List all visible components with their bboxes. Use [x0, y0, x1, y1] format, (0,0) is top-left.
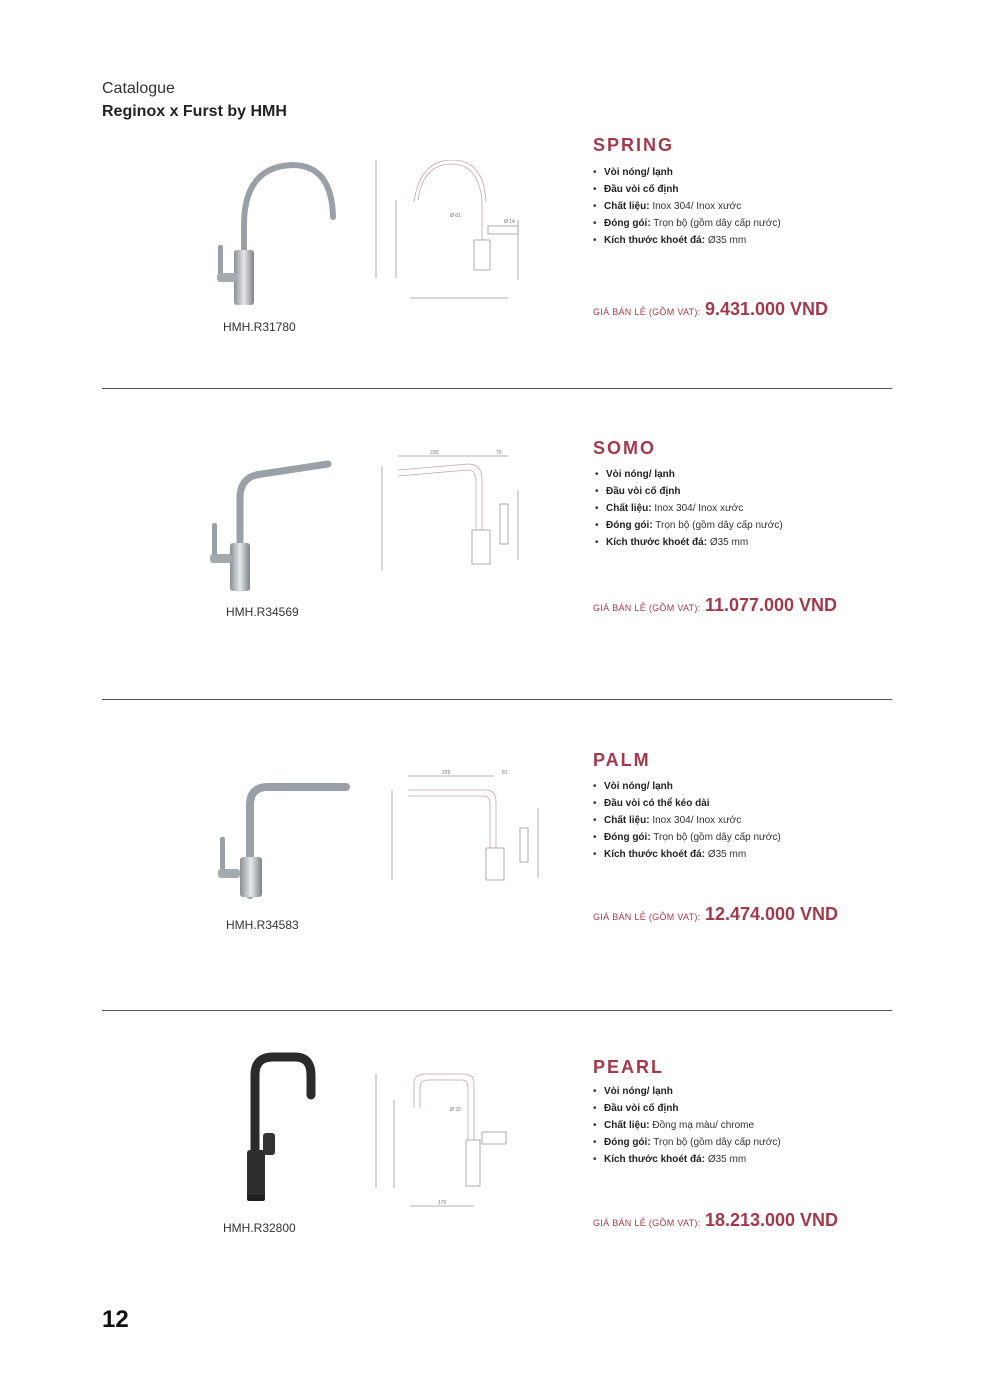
- spec-list: [593, 1084, 781, 1169]
- product-palm: [0, 750, 986, 1050]
- product-name: PEARL: [593, 1057, 665, 1077]
- spec-list: [593, 779, 781, 864]
- product-name: PALM: [593, 750, 651, 770]
- spec-item: • Đóng gói: Trọn bộ (gồm dây cấp nước): [593, 1135, 781, 1152]
- spec-item: • Kích thước khoét đá: Ø35 mm: [593, 847, 781, 864]
- spec-item: • Vòi nóng/ lạnh: [593, 1084, 781, 1101]
- spec-item: • Chất liệu: Đồng mạ màu/ chrome: [593, 1118, 781, 1135]
- product-somo: [0, 438, 986, 738]
- spec-item: • Đầu vòi cố định: [595, 484, 783, 501]
- svg-text:81: 81: [502, 770, 508, 776]
- spec-item: • Vòi nóng/ lạnh: [593, 165, 781, 182]
- price-label: GIÁ BÁN LẺ (GỒM VAT):: [593, 603, 701, 613]
- spec-item: • Đóng gói: Trọn bộ (gồm dây cấp nước): [593, 216, 781, 233]
- price-label: GIÁ BÁN LẺ (GỒM VAT):: [593, 307, 701, 317]
- product-code: HMH.R34569: [226, 605, 299, 619]
- spec-item: • Kích thước khoét đá: Ø35 mm: [593, 233, 781, 250]
- section-divider: [102, 699, 892, 700]
- svg-text:79: 79: [496, 450, 502, 456]
- product-spring: [0, 135, 986, 435]
- product-code: HMH.R32800: [223, 1221, 296, 1235]
- product-code: HMH.R31780: [223, 320, 296, 334]
- product-photo: [208, 775, 358, 925]
- price-label: GIÁ BÁN LẺ (GỒM VAT):: [593, 1218, 701, 1228]
- technical-drawing: [378, 768, 554, 913]
- spec-item: • Chất liệu: Inox 304/ Inox xước: [593, 813, 781, 830]
- spec-item: • Đóng gói: Trọn bộ (gồm dây cấp nước): [595, 518, 783, 535]
- svg-text:176: 176: [438, 1200, 447, 1206]
- spec-list: [593, 165, 781, 250]
- spec-item: • Chất liệu: Inox 304/ Inox xước: [595, 501, 783, 518]
- svg-text:Ø 61: Ø 61: [450, 213, 461, 219]
- spec-item: • Vòi nóng/ lạnh: [595, 467, 783, 484]
- product-name: SOMO: [593, 438, 657, 458]
- price-value: 11.077.000 VND: [704, 595, 838, 615]
- spec-item: • Đóng gói: Trọn bộ (gồm dây cấp nước): [593, 830, 781, 847]
- product-name: SPRING: [593, 135, 675, 155]
- price-label: GIÁ BÁN LẺ (GỒM VAT):: [593, 912, 701, 922]
- retail-price: [593, 299, 828, 320]
- price-value: 12.474.000 VND: [704, 904, 839, 924]
- svg-text:Ø 32: Ø 32: [450, 1107, 461, 1113]
- price-value: 9.431.000 VND: [704, 299, 829, 319]
- retail-price: [593, 1210, 838, 1231]
- product-photo: [200, 448, 350, 598]
- spec-list: [595, 467, 783, 552]
- spec-item: • Kích thước khoét đá: Ø35 mm: [595, 535, 783, 552]
- section-divider: [102, 388, 892, 389]
- technical-drawing: [368, 450, 544, 595]
- product-photo: [215, 1045, 365, 1195]
- retail-price: [593, 595, 837, 616]
- retail-price: [593, 904, 838, 925]
- catalogue-subtitle: Reginox x Furst by HMH: [102, 103, 287, 120]
- svg-text:235: 235: [430, 450, 439, 456]
- technical-drawing: [370, 1070, 546, 1215]
- spec-item: • Chất liệu: Inox 304/ Inox xước: [593, 199, 781, 216]
- price-value: 18.213.000 VND: [704, 1210, 839, 1230]
- technical-drawing: [368, 160, 544, 305]
- spec-item: • Đầu vòi cố định: [593, 1101, 781, 1118]
- product-photo: [200, 155, 350, 305]
- spec-item: • Đầu vòi có thể kéo dài: [593, 796, 781, 813]
- svg-text:Ø 14: Ø 14: [504, 219, 515, 225]
- product-code: HMH.R34583: [226, 918, 299, 932]
- svg-text:229: 229: [442, 770, 451, 776]
- catalogue-title: Catalogue: [102, 80, 175, 97]
- section-divider: [102, 1010, 892, 1011]
- product-pearl: [0, 1055, 986, 1355]
- spec-item: • Kích thước khoét đá: Ø35 mm: [593, 1152, 781, 1169]
- page-number: 12: [102, 1306, 129, 1333]
- spec-item: • Đầu vòi cố định: [593, 182, 781, 199]
- spec-item: • Vòi nóng/ lạnh: [593, 779, 781, 796]
